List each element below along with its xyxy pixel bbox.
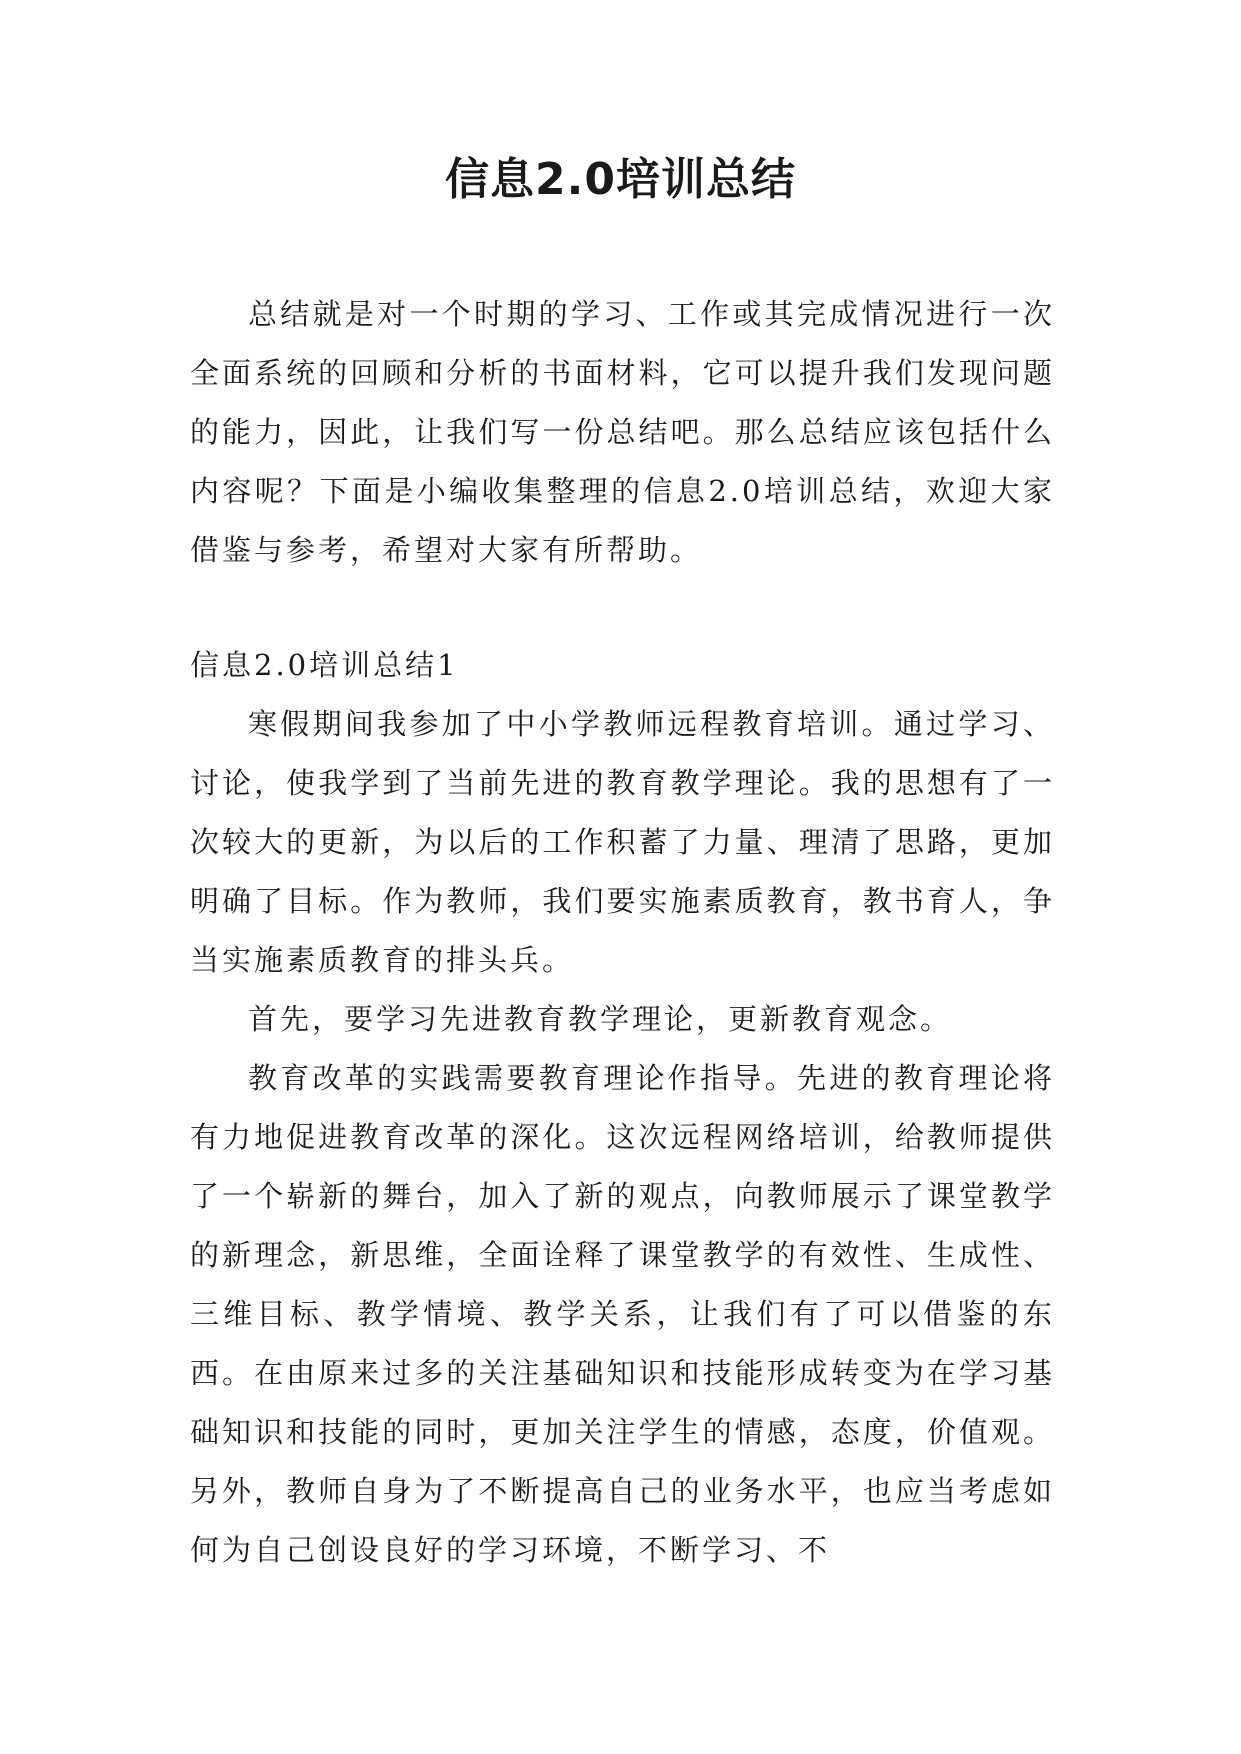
page-title: 信息2.0培训总结 bbox=[445, 154, 796, 205]
section-block bbox=[190, 636, 1055, 1580]
intro-paragraph: 总结就是对一个时期的学习、工作或其完成情况进行一次全面系统的回顾和分析的书面材料，它可以提升我们发现问题的能力，因此，让我们写一份总结吧。那么总结应该包括什么内容呢？下面是小编收集整理的信息2.0培训总结，欢迎大家借鉴与参考，希望对大家有所帮助。 bbox=[190, 297, 1055, 567]
body-paragraph: 寒假期间我参加了中小学教师远程教育培训。通过学习、讨论，使我学到了当前先进的教育教学理论。我的思想有了一次较大的更新，为以后的工作积蓄了力量、理清了思路，更加明确了目标。作为教师，我们要实施素质教育，教书育人，争当实施素质教育的排头兵。 bbox=[190, 707, 1055, 977]
body-paragraph: 首先，要学习先进教育教学理论，更新教育观念。 bbox=[248, 1002, 953, 1036]
body-paragraph: 教育改革的实践需要教育理论作指导。先进的教育理论将有力地促进教育改革的深化。这次远程网络培训，给教师提供了一个崭新的舞台，加入了新的观点，向教师展示了课堂教学的新理念，新思维，全面诠释了课堂教学的有效性、生成性、三维目标、教学情境、教学关系，让我们有了可以借鉴的东西。在由原来过多的关注基础知识和技能形成转变为在学习基础知识和技能的同时，更加关注学生的情感，态度，价值观。另外，教师自身为了不断提高自己的业务水平，也应当考虑如何为自己创设良好的学习环境，不断学习、不 bbox=[190, 1061, 1055, 1567]
section-heading: 信息2.0培训总结1 bbox=[190, 648, 459, 682]
